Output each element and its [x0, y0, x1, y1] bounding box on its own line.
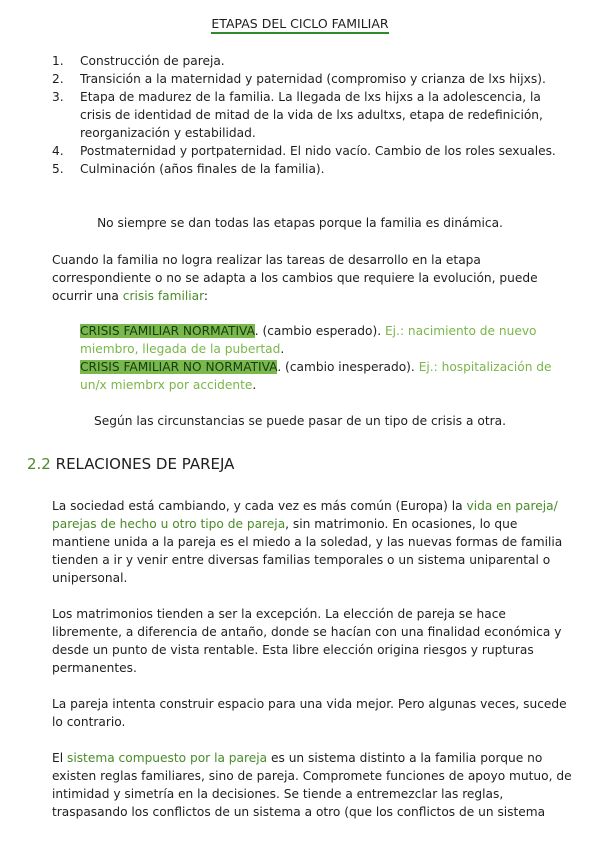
list-item-number: 4.: [52, 144, 64, 158]
list-item-number: 1.: [52, 54, 64, 68]
crisis-intro-text: Cuando la familia no logra realizar las tareas de desarrollo en la etapa correspondiente o no se adapta a los cambios que requiere la evolución, puede ocurrir una: [52, 253, 538, 303]
list-item-text: Construcción de pareja.: [80, 54, 225, 68]
list-item-text: Etapa de madurez de la familia. La llegada de lxs hijxs a la adolescencia, la crisis de identidad de mitad de la vida de lxs adultxs, etapa de redefinición, reorganización y estabilidad.: [80, 90, 543, 140]
list-item-text: Postmaternidad y portpaternidad. El nido vacío. Cambio de los roles sexuales.: [80, 144, 556, 158]
list-item: [52, 88, 572, 142]
note-dynamic-family: No siempre se dan todas las etapas porque la familia es dinámica.: [97, 216, 503, 230]
list-item-text: Culminación (años finales de la familia).: [80, 162, 325, 176]
list-item: [52, 160, 572, 178]
crisis-normativa: [80, 322, 574, 358]
crisis-no-normativa-end: .: [252, 378, 257, 392]
list-item-number: 2.: [52, 72, 64, 86]
page-title-text: ETAPAS DEL CICLO FAMILIAR: [211, 16, 388, 34]
note-crisis-change: Según las circunstancias se puede pasar de un tipo de crisis a otra.: [94, 414, 506, 428]
crisis-normativa-example: Ej.: nacimiento de nuevo miembro, llegada de la pubertad: [80, 324, 537, 356]
crisis-normativa-label: CRISIS FAMILIAR NORMATIVA: [80, 324, 255, 338]
list-item: [52, 142, 572, 160]
list-item-number: 5.: [52, 162, 64, 176]
crisis-intro-paragraph: [52, 251, 574, 305]
list-item: [52, 70, 572, 88]
page-title: [0, 15, 600, 33]
section-heading: [27, 454, 234, 474]
stages-list: [52, 52, 572, 178]
crisis-normativa-desc: . (cambio esperado).: [254, 324, 385, 338]
crisis-no-normativa-label: CRISIS FAMILIAR NO NORMATIVA: [80, 360, 278, 374]
list-item-number: 3.: [52, 90, 64, 104]
list-item-text: Transición a la maternidad y paternidad (compromiso y crianza de lxs hijxs).: [80, 72, 546, 86]
crisis-no-normativa-desc: . (cambio inesperado).: [277, 360, 419, 374]
paragraph-society: [52, 497, 574, 587]
section-title: RELACIONES DE PAREJA: [55, 455, 235, 473]
paragraph-espacio: La pareja intenta construir espacio para una vida mejor. Pero algunas veces, sucede lo contrario.: [52, 697, 567, 729]
paragraph-matrimonios: Los matrimonios tienden a ser la excepción. La elección de pareja se hace libremente, a diferencia de antaño, donde se hacían con una finalidad económica y desde un punto de vista rentable. Esta libre elección origina riesgos y rupturas permanentes.: [52, 607, 562, 675]
crisis-intro-end: :: [203, 289, 208, 303]
crisis-no-normativa: [80, 358, 574, 394]
list-item: [52, 52, 572, 70]
paragraph-text: El: [52, 751, 67, 765]
paragraph-text: , sin matrimonio. En ocasiones, lo que mantiene unida a la pareja es el miedo a la soledad, y las nuevas formas de familia tienden a ir y venir entre diversas familias temporales o un sistema uniparental o unipersonal.: [52, 517, 563, 585]
paragraph-text: es un sistema distinto a la familia porque no existen reglas familiares, sino de pareja. Compromete funciones de apoyo mutuo, de intimidad y simetría en la decisiones. Se tiende a entremezclar las reglas, traspasando los conflictos de un sistema a otro (que los conflictos de un sistema: [52, 751, 572, 819]
crisis-no-normativa-example: Ej.: hospitalización de un/x miembrx por accidente: [80, 360, 552, 392]
paragraph-sistema: [52, 749, 574, 821]
paragraph-text: La sociedad está cambiando, y cada vez es más común (Europa) la: [52, 499, 467, 513]
section-number: 2.2: [27, 455, 51, 473]
crisis-normativa-end: .: [280, 342, 285, 356]
sistema-highlight: sistema compuesto por la pareja: [66, 751, 268, 765]
crisis-familiar-highlight: crisis familiar: [122, 289, 204, 303]
pareja-highlight: vida en pareja/ parejas de hecho u otro tipo de pareja: [52, 499, 558, 531]
